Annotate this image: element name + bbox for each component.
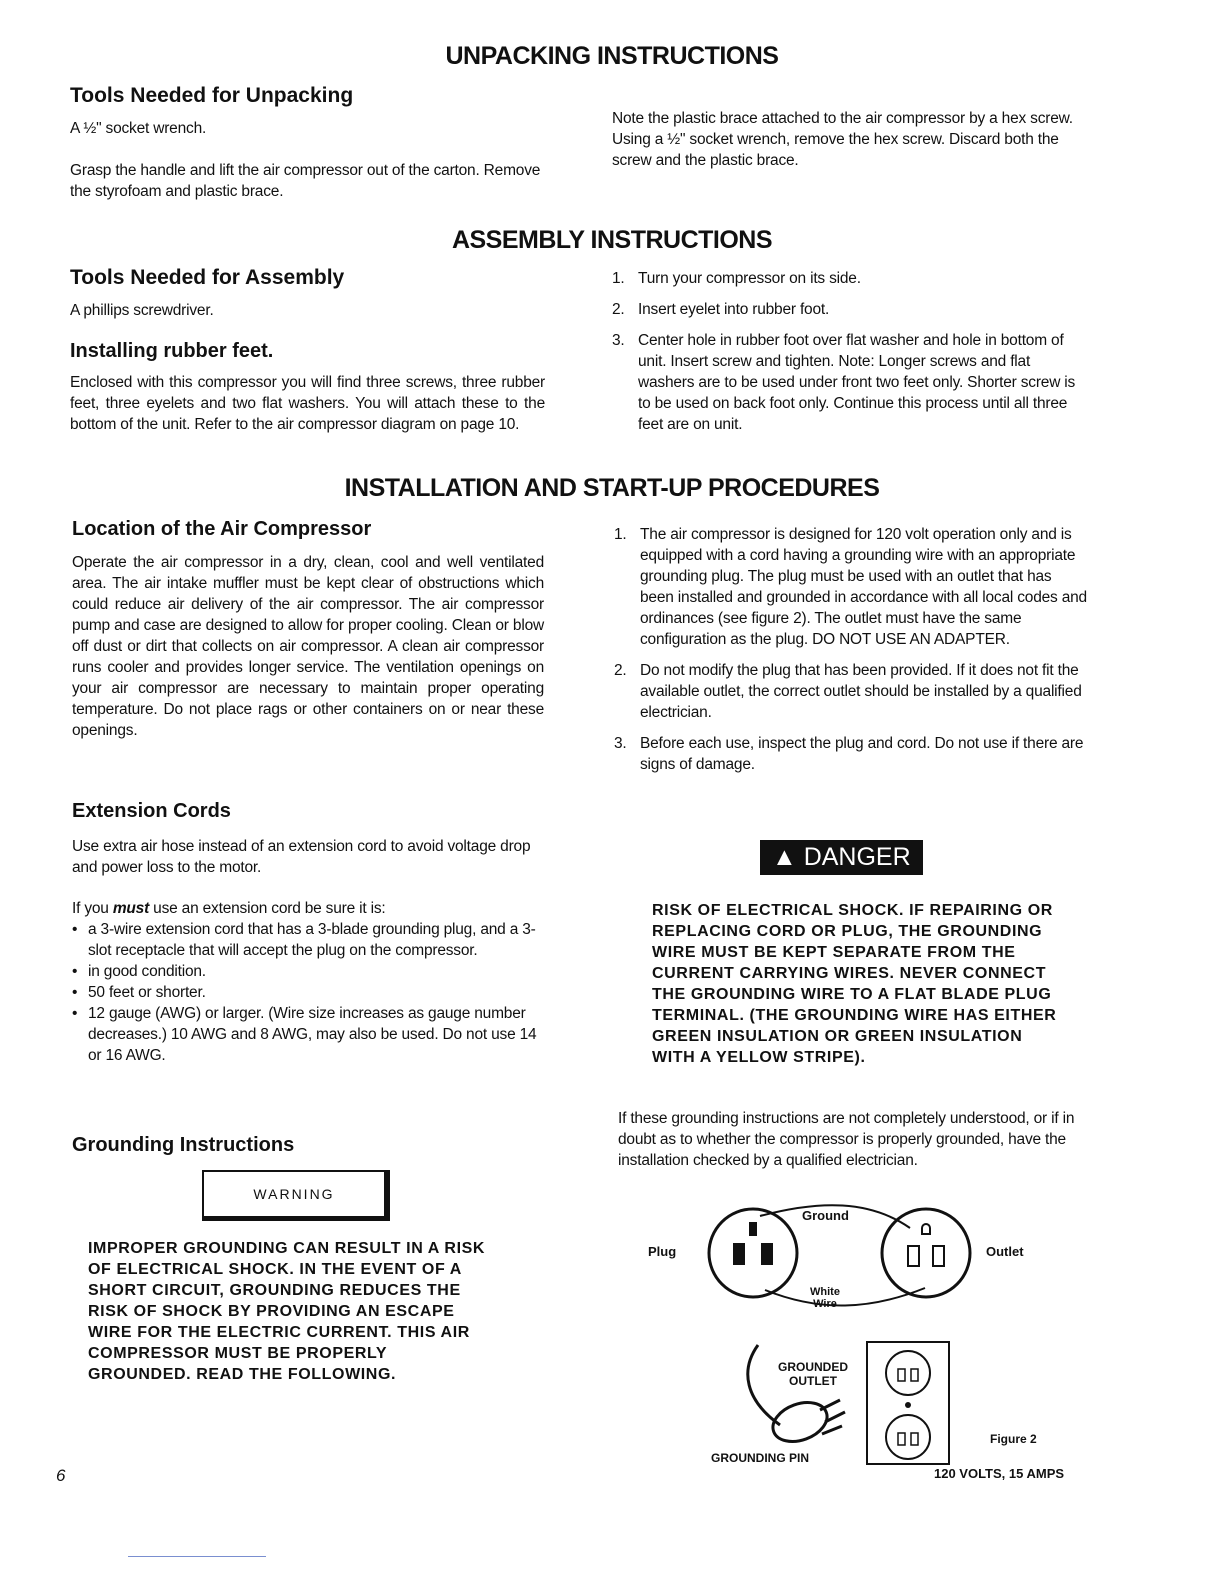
location-heading: Location of the Air Compressor [72,518,372,540]
warning-text: IMPROPER GROUNDING CAN RESULT IN A RISK OF ELECTRICAL SHOCK. IN THE EVENT OF A SHORT CIRCUIT, GROUNDING REDUCES THE RISK OF SHOCK BY PROVIDING AN ESCAPE WIRE FOR THE ELECTRIC CURRENT. THIS AIR COMPRESSOR MUST BE PROPERLY GROUNDED. READ THE FOLLOWING. [88,1240,486,1383]
grounding-pin-label: GROUNDING PIN [710,1451,809,1465]
assembly-steps [612,268,1087,445]
installing-feet-text: Enclosed with this compressor you will find three screws, three rubber feet, three eyelets and two flat washers. You will attach these to the bottom of the unit. Refer to the air compressor diagram on page 10. [70,374,545,433]
grounded-outlet-label: GROUNDED OUTLET [777,1360,848,1388]
unpacking-grasp-text: Grasp the handle and lift the air compressor out of the carton. Remove the styrofoam and plastic brace. [70,162,541,200]
rating-label: 120 VOLTS, 15 AMPS [934,1466,1065,1481]
installation-step: 1. The air compressor is designed for 120 volt operation only and is equipped with a cord having a grounding wire with an appropriate grounding plug. The plug must be used with an outlet that has been installed and grounded in accordance with all local codes and ordinances (see figure 2). The outlet must have the same configuration as the plug. DO NOT USE AN ADAPTER. [614,526,1087,648]
list-item: • 12 gauge (AWG) or larger. (Wire size increases as gauge number decreases.) 10 AWG and 8 AWG, may also be used. Do not use 14 or 16 AWG. [72,1003,544,1066]
list-item: • a 3-wire extension cord that has a 3-blade grounding plug, and a 3-slot receptacle that will accept the plug on the compressor. [72,919,544,961]
assembly-step: 3. Center hole in rubber foot over flat washer and hole in bottom of unit. Insert screw and tighten. Note: Longer screws and flat washers are to be used under front two feet only. Shorter screw is to be used on back foot only. Continue this process until all three feet are on unit. [612,332,1076,433]
extension-heading: Extension Cords [72,800,231,822]
danger-label: DANGER [803,843,911,871]
page-number: 6 [56,1466,66,1485]
list-item: • in good condition. [72,961,544,982]
extension-requirements-list [72,919,544,1066]
extension-text: Use extra air hose instead of an extension cord to avoid voltage drop and power loss to the motor. [72,838,531,876]
assembly-tools-text: A phillips screwdriver. [70,302,214,319]
installation-steps [614,524,1087,785]
unpacking-heading: UNPACKING INSTRUCTIONS [445,42,779,70]
assembly-step: 1. Turn your compressor on its side. [612,270,861,287]
installation-step: 3. Before each use, inspect the plug and cord. Do not use if there are signs of damage. [614,735,1084,773]
installing-feet-heading: Installing rubber feet. [70,340,274,362]
plug-label: Plug [648,1244,677,1259]
unpacking-tools-text: A ½" socket wrench. [70,120,207,137]
plug-outlet-diagram [640,1200,1100,1490]
outlet-label: Outlet [986,1244,1024,1259]
grounded-outlet-icon [867,1342,949,1464]
extension-must-line: If you must use an extension cord be sure it is: [72,900,386,917]
list-item: • 50 feet or shorter. [72,982,544,1003]
assembly-step: 2. Insert eyelet into rubber foot. [612,301,830,318]
white-wire-label: White Wire [810,1286,840,1310]
unpacking-note-text: Note the plastic brace attached to the air compressor by a hex screw. Using a ½" socket wrench, remove the hex screw. Discard both the screw and the plastic brace. [612,110,1073,169]
warning-triangle-icon: ▲ [772,843,797,871]
installation-heading: INSTALLATION AND START-UP PROCEDURES [344,474,880,502]
figure-caption: Figure 2 [990,1432,1037,1446]
danger-badge [760,840,923,875]
plug-icon [709,1209,797,1297]
understood-text: If these grounding instructions are not completely understood, or if in doubt as to whether the compressor is properly grounded, have the installation checked by a qualified electrician. [618,1110,1075,1169]
warning-box [202,1170,390,1221]
installation-step: 2. Do not modify the plug that has been provided. If it does not fit the available outlet, the correct outlet should be installed by a qualified electrician. [614,662,1082,721]
location-text: Operate the air compressor in a dry, clean, cool and well ventilated area. The air intake muffler must be kept clear of obstructions which could reduce air delivery of the air compressor. The air compressor pump and case are designed to allow for proper cooling. Clean or blow off dust or dirt that collects on air compressor. A clean air compressor runs cooler and provides longer service. The ventilation openings on your air compressor are necessary to maintain proper operating temperature. Do not place rags or other containers on or near these openings. [72,554,544,739]
figure-2 [640,1200,1100,1490]
warning-label: WARNING [253,1186,335,1202]
unpacking-tools-heading: Tools Needed for Unpacking [70,84,354,107]
assembly-tools-heading: Tools Needed for Assembly [70,266,345,289]
assembly-heading: ASSEMBLY INSTRUCTIONS [451,226,773,254]
outlet-icon [882,1209,970,1297]
grounding-heading: Grounding Instructions [72,1134,295,1156]
ground-label: Ground [802,1208,849,1223]
danger-text: RISK OF ELECTRICAL SHOCK. IF REPAIRING OR REPLACING CORD OR PLUG, THE GROUNDING WIRE MUST BE KEPT SEPARATE FROM THE CURRENT CARRYING WIRES. NEVER CONNECT THE GROUNDING WIRE TO A FLAT BLADE PLUG TERMINAL. (THE GROUNDING WIRE HAS EITHER GREEN INSULATION OR GREEN INSULATION WITH A YELLOW STRIPE). [652,902,1057,1066]
divider [128,1556,266,1557]
